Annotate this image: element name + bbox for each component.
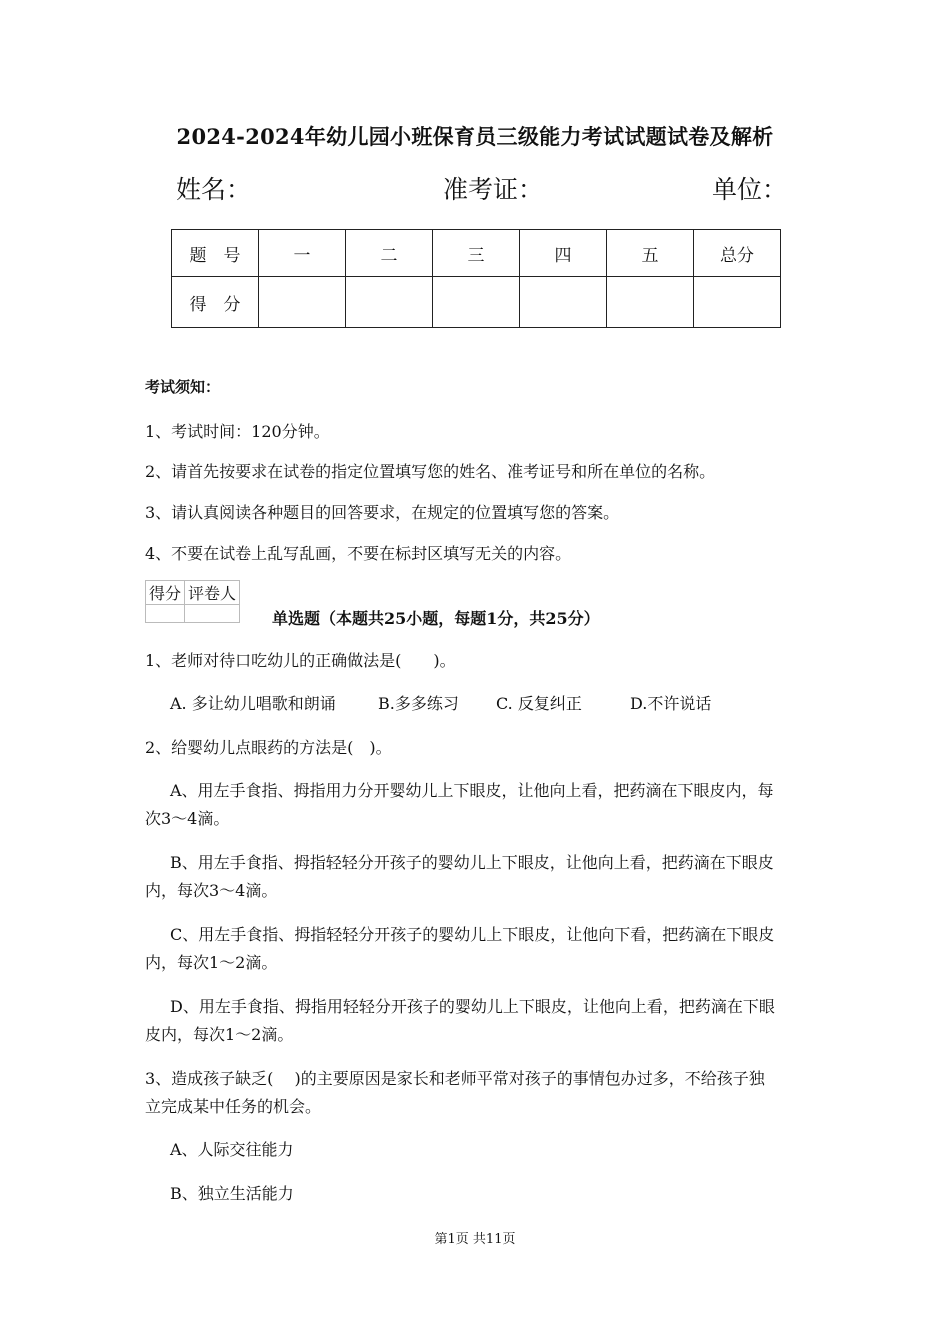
unit-field-label: 单位：: [712, 175, 788, 204]
exam-id-field-label: 准考证：: [443, 175, 544, 204]
question-1-option-d: D.不许说话: [630, 694, 712, 713]
question-2-option-b: B、用左手食指、拇指轻轻分开孩子的婴幼儿上下眼皮，让他向上看，把药滴在下眼皮: [170, 853, 774, 872]
score-table-header-cell: 二: [346, 230, 433, 277]
notice-item: 4、不要在试卷上乱写乱画，不要在标封区填写无关的内容。: [145, 544, 572, 563]
score-table-header-cell: 五: [607, 230, 694, 277]
page-title: 2024-2024年幼儿园小班保育员三级能力考试试题试卷及解析: [176, 124, 774, 149]
question-2-option-b-cont: 内，每次3～4滴。: [145, 881, 278, 900]
score-table-score-row: [172, 277, 781, 328]
score-cell[interactable]: [694, 277, 781, 328]
question-2-option-d-cont: 皮内，每次1～2滴。: [145, 1025, 294, 1044]
score-cell[interactable]: [520, 277, 607, 328]
question-2-option-a: A、用左手食指、拇指用力分开婴幼儿上下眼皮，让他向上看，把药滴在下眼皮内，每: [170, 781, 774, 800]
grader-score-label: 得分: [146, 581, 185, 605]
score-cell[interactable]: [607, 277, 694, 328]
question-1-option-c: C. 反复纠正: [496, 694, 582, 713]
notice-item: 3、请认真阅读各种题目的回答要求，在规定的位置填写您的答案。: [145, 503, 620, 522]
score-cell[interactable]: [259, 277, 346, 328]
notice-item: 2、请首先按要求在试卷的指定位置填写您的姓名、准考证号和所在单位的名称。: [145, 462, 716, 481]
score-table-header-cell: 题 号: [172, 230, 259, 277]
question-2-option-c: C、用左手食指、拇指轻轻分开孩子的婴幼儿上下眼皮，让他向下看，把药滴在下眼皮: [170, 925, 775, 944]
notice-item: 1、考试时间：120分钟。: [145, 422, 330, 441]
grader-box: [145, 580, 240, 623]
score-table-header-row: [172, 230, 781, 277]
score-table-header-cell: 三: [433, 230, 520, 277]
page-footer: 第1页 共11页: [434, 1232, 516, 1247]
grader-reviewer-label: 评卷人: [185, 581, 240, 605]
notice-heading: 考试须知：: [145, 378, 221, 396]
question-1-option-b: B.多多练习: [378, 694, 459, 713]
question-2-option-d: D、用左手食指、拇指用轻轻分开孩子的婴幼儿上下眼皮，让他向上看，把药滴在下眼: [170, 997, 775, 1016]
score-row-label: 得 分: [172, 277, 259, 328]
question-1-stem: 1、老师对待口吃幼儿的正确做法是( )。: [145, 651, 456, 670]
name-field-label: 姓名：: [176, 175, 252, 204]
question-2-stem: 2、给婴幼儿点眼药的方法是( )。: [145, 738, 392, 757]
grader-score-cell[interactable]: [146, 605, 185, 623]
question-3-option-b: B、独立生活能力: [170, 1184, 294, 1203]
score-table-header-cell: 四: [520, 230, 607, 277]
question-3-option-a: A、人际交往能力: [170, 1140, 294, 1159]
question-3-stem: 3、造成孩子缺乏( )的主要原因是家长和老师平常对孩子的事情包办过多，不给孩子独: [145, 1069, 765, 1088]
grader-reviewer-cell[interactable]: [185, 605, 240, 623]
question-3-stem-cont: 立完成某中任务的机会。: [145, 1097, 322, 1116]
question-2-option-a-cont: 次3～4滴。: [145, 809, 230, 828]
section-title: 单选题（本题共25小题，每题1分，共25分）: [272, 609, 600, 628]
score-cell[interactable]: [433, 277, 520, 328]
question-1-option-a: A. 多让幼儿唱歌和朗诵: [170, 694, 336, 713]
question-2-option-c-cont: 内，每次1～2滴。: [145, 953, 278, 972]
score-table: [171, 229, 781, 328]
score-cell[interactable]: [346, 277, 433, 328]
score-table-header-cell: 一: [259, 230, 346, 277]
score-table-header-cell: 总分: [694, 230, 781, 277]
